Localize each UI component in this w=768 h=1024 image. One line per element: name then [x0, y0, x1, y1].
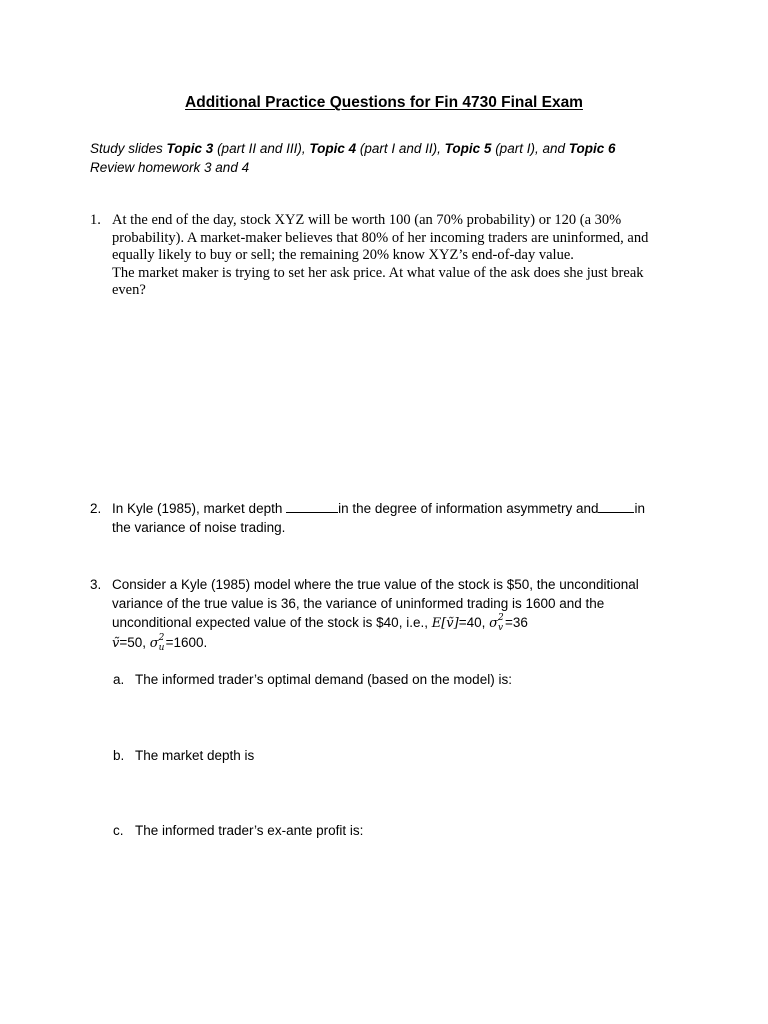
question-line: variance of the true value is 36, the variance of uninformed trading is 1600 and the: [112, 596, 605, 611]
topic-4: Topic 4: [309, 141, 357, 156]
variance-scripts: 2 v: [497, 613, 504, 633]
review-homework-line: Review homework 3 and 4: [90, 160, 250, 175]
question-line: unconditional expected value of the stock is $40, i.e., E[ṽ]=40, σ 2 v =36: [112, 613, 528, 633]
question-line: Consider a Kyle (1985) model where the true value of the stock is $50, the unconditional: [112, 577, 639, 592]
answer-blank: [598, 499, 634, 513]
topic-6: Topic 6: [568, 141, 616, 156]
question-text: [112, 499, 672, 537]
subquestion-text: The informed trader’s ex-ante profit is:: [135, 823, 364, 838]
answer-blank: [286, 499, 338, 513]
expected-value-expression: E[ṽ]: [431, 616, 459, 631]
study-slides-line: Study slides Topic 3 (part II and III), Topic 4 (part I and II), Topic 5 (part I), and Topic 6: [90, 141, 616, 156]
page-title: Additional Practice Questions for Fin 4730 Final Exam: [185, 94, 583, 111]
question-line: ṽ=50, σ 2 u =1600.: [112, 633, 208, 653]
question-text: [112, 575, 672, 653]
subquestion-letter: c.: [113, 823, 124, 838]
question-line: At the end of the day, stock XYZ will be worth 100 (an 70% probability) or 120 (a 30%: [112, 212, 622, 228]
question-line: In Kyle (1985), market depth in the degree of information asymmetry and in: [112, 501, 645, 516]
sigma-symbol: σ: [489, 616, 498, 631]
topic-5: Topic 5: [444, 141, 492, 156]
question-line: even?: [112, 282, 146, 299]
question-line: The market maker is trying to set her ask price. At what value of the ask does she just break: [112, 264, 644, 281]
question-number: 2.: [90, 501, 102, 516]
variance-scripts: 2 u: [158, 633, 165, 653]
true-value-symbol: ṽ: [112, 636, 120, 651]
subquestion-letter: b.: [113, 748, 125, 763]
subquestion-text: The informed trader’s optimal demand (based on the model) is:: [135, 672, 512, 687]
sigma-symbol: σ: [149, 636, 159, 651]
question-number: 3.: [90, 577, 102, 592]
study-instructions: [90, 139, 690, 177]
question-text: [112, 212, 672, 300]
question-line: equally likely to buy or sell; the remaining 20% know XYZ’s end-of-day value.: [112, 247, 574, 264]
question-line: the variance of noise trading.: [112, 520, 286, 535]
question-line: probability). A market-maker believes that 80% of her incoming traders are uninformed, and: [112, 229, 649, 246]
topic-3: Topic 3: [166, 141, 214, 156]
subquestion-text: The market depth is: [135, 748, 255, 763]
question-number: 1.: [90, 212, 101, 228]
subquestion-letter: a.: [113, 672, 125, 687]
